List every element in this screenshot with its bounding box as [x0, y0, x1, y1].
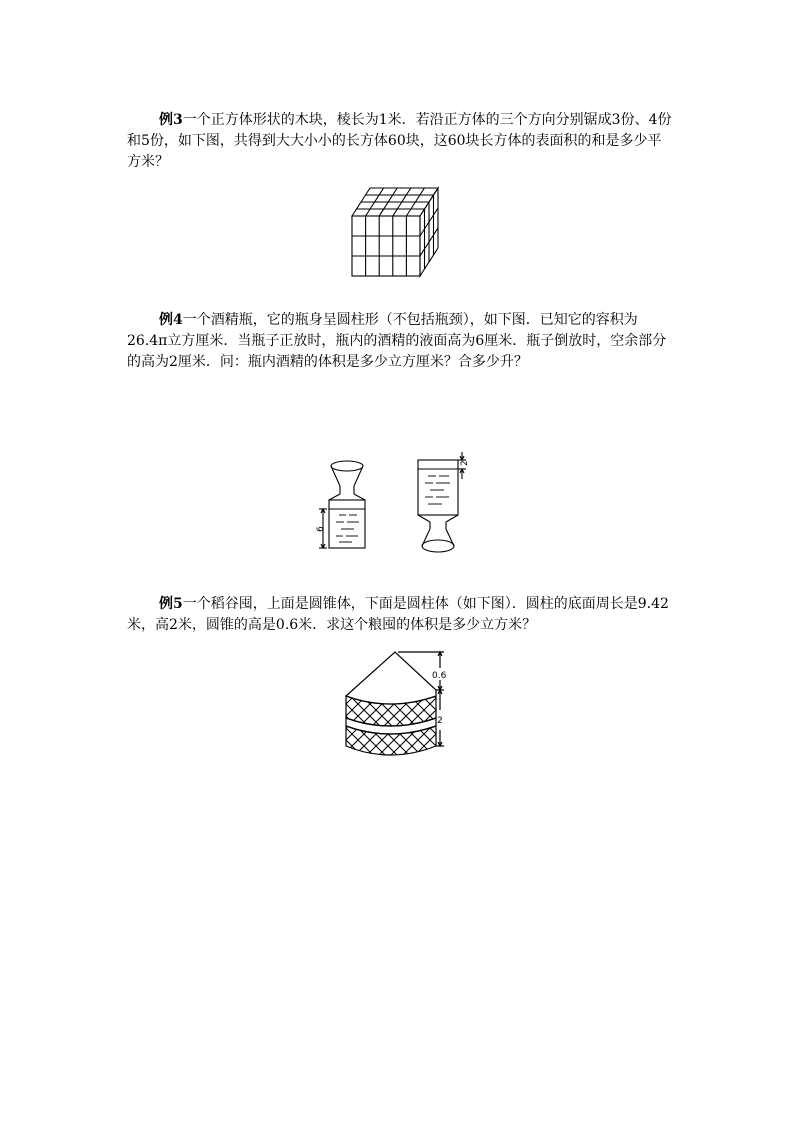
example-4-text: 一个酒精瓶，它的瓶身呈圆柱形（不包括瓶颈），如下图．已知它的容积为26.4π立方厘米．当瓶子正放时，瓶内的酒精的液面高为6厘米．瓶子倒放时，空余部分的高为2厘米．问：瓶内酒精的体积是多少立方厘米？合多少升？	[127, 312, 667, 370]
cone-height-label: 0.6	[432, 671, 447, 681]
alcohol-bottles-figure	[312, 452, 472, 556]
granary-figure	[340, 650, 452, 774]
cut-cube-figure	[350, 186, 442, 278]
example-4-paragraph	[127, 310, 675, 373]
example-5-paragraph	[127, 594, 675, 636]
example-4-label: 例4	[159, 312, 183, 328]
example-3-label: 例3	[159, 112, 183, 128]
cylinder-height-label: 2	[437, 716, 443, 726]
example-5-text: 一个稻谷囤，上面是圆锥体，下面是圆柱体（如下图）．圆柱的底面周长是9.42米，高2米，圆锥的高是0.6米．求这个粮囤的体积是多少立方米？	[127, 596, 669, 633]
example-3-text: 一个正方体形状的木块，棱长为1米．若沿正方体的三个方向分别锯成3份、4份和5份，如下图，共得到大大小小的长方体60块，这60块长方体的表面积的和是多少平方米？	[127, 112, 672, 170]
example-3-paragraph	[127, 110, 675, 173]
upright-liquid-height-label: 6	[316, 526, 326, 532]
inverted-empty-height-label: 2	[460, 460, 470, 466]
example-5-label: 例5	[159, 596, 183, 612]
